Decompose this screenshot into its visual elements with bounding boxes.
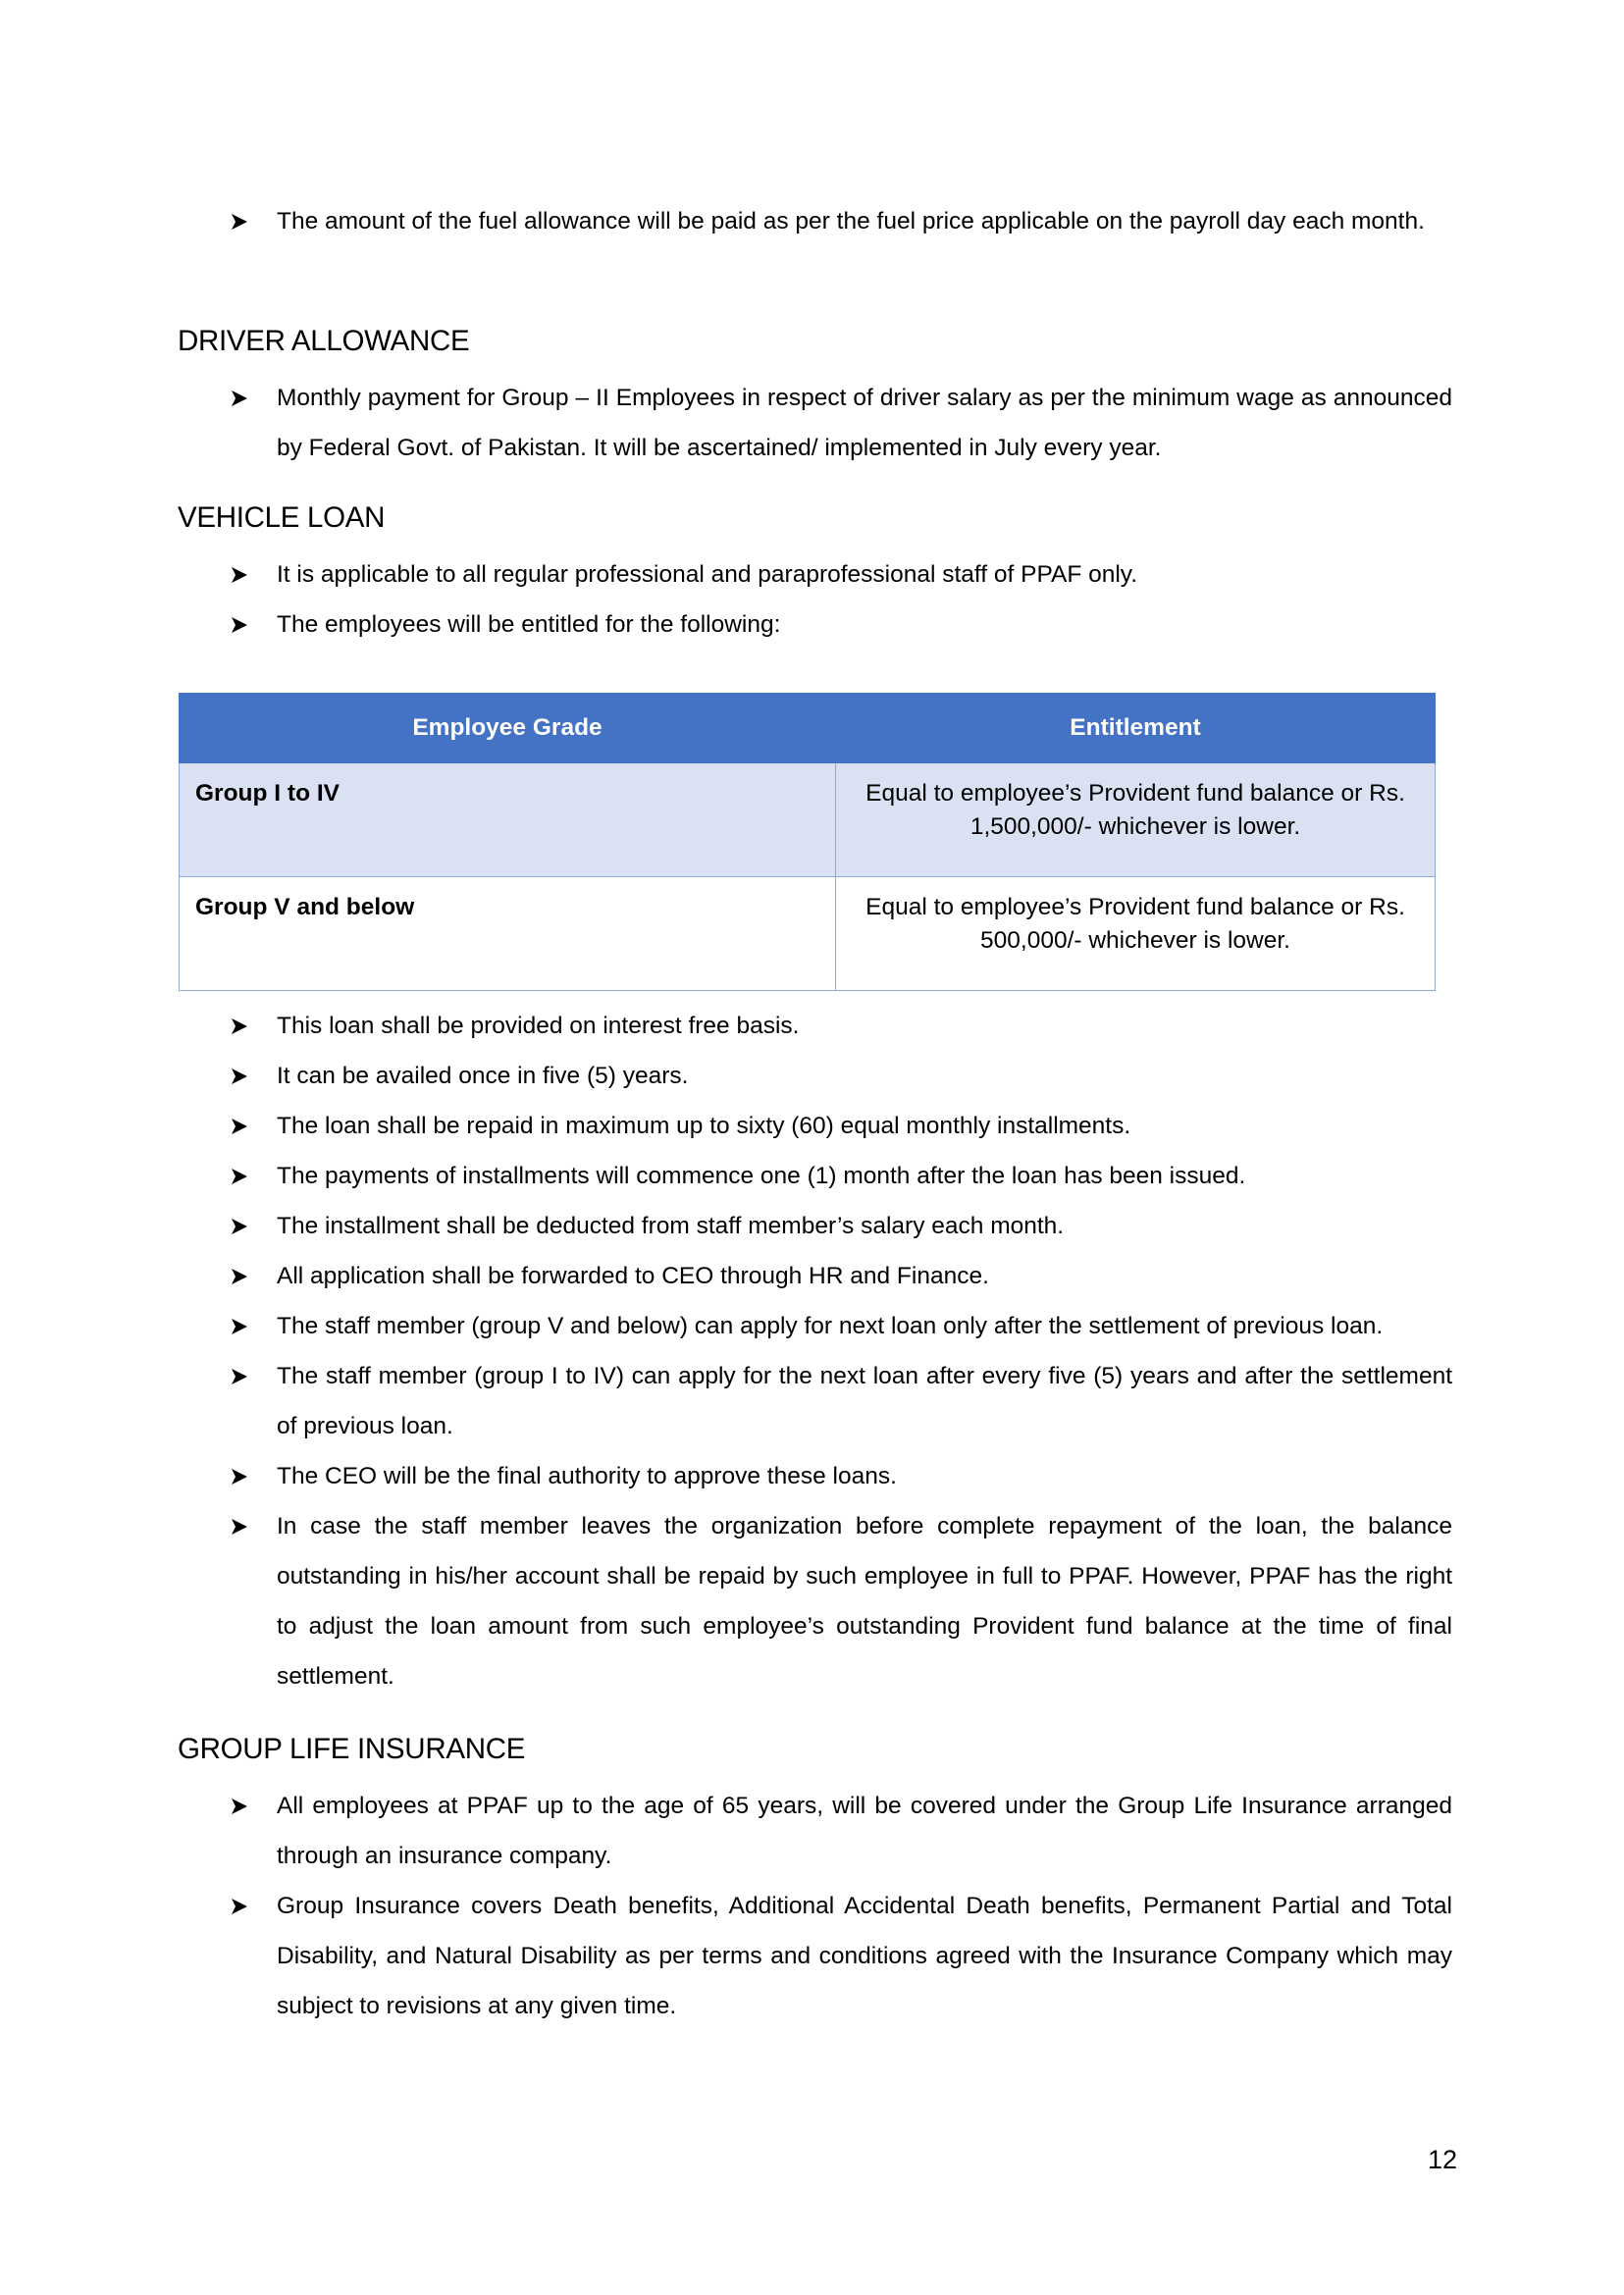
- column-header-employee-grade: Employee Grade: [180, 694, 836, 763]
- arrow-bullet-icon: [230, 196, 253, 246]
- bullet-item: [277, 549, 1452, 600]
- entitlement-table: [179, 693, 1436, 991]
- bullet-item: [277, 1001, 1452, 1051]
- bullet-item: [277, 1351, 1452, 1451]
- bullet-item: [277, 196, 1452, 246]
- arrow-bullet-icon: [230, 1251, 253, 1301]
- section-heading-group-life-insurance: GROUP LIFE INSURANCE: [178, 1733, 526, 1765]
- arrow-bullet-icon: [230, 373, 253, 423]
- section-heading-vehicle-loan: VEHICLE LOAN: [178, 501, 386, 534]
- employee-grade-cell: Group V and below: [180, 877, 836, 991]
- bullet-text: This loan shall be provided on interest free basis.: [277, 1013, 800, 1039]
- arrow-bullet-icon: [230, 1051, 253, 1101]
- bullet-item: [277, 600, 1452, 650]
- bullet-text: The installment shall be deducted from staff member’s salary each month.: [277, 1213, 1065, 1239]
- bullet-item: [277, 1151, 1452, 1201]
- bullet-text: All employees at PPAF up to the age of 65 years, will be covered under the Group Life Insurance arranged through an insurance company.: [277, 1793, 1452, 1869]
- table-row: [180, 877, 1436, 991]
- bullet-text: The employees will be entitled for the following:: [277, 611, 781, 638]
- bullet-item: [277, 1101, 1452, 1151]
- employee-grade-cell: Group I to IV: [180, 763, 836, 877]
- column-header-entitlement: Entitlement: [836, 694, 1436, 763]
- bullet-item: [277, 1051, 1452, 1101]
- bullet-text: In case the staff member leaves the organization before complete repayment of the loan, the balance outstanding in his/her account shall be repaid by such employee in full to PPAF. However, PPAF has the right to adjust the loan amount from such employee’s outstanding Provident fund balance at the time of final settlement.: [277, 1513, 1452, 1690]
- entitlement-cell: Equal to employee’s Provident fund balance or Rs. 500,000/- whichever is lower.: [836, 877, 1436, 991]
- arrow-bullet-icon: [230, 600, 253, 650]
- bullet-text: The loan shall be repaid in maximum up to sixty (60) equal monthly installments.: [277, 1113, 1131, 1139]
- arrow-bullet-icon: [230, 1101, 253, 1151]
- bullet-text: It can be availed once in five (5) years.: [277, 1063, 689, 1089]
- arrow-bullet-icon: [230, 1351, 253, 1401]
- arrow-bullet-icon: [230, 1201, 253, 1251]
- bullet-text: The staff member (group I to IV) can apply for the next loan after every five (5) years and after the settlement of previous loan.: [277, 1363, 1452, 1439]
- bullet-item: [277, 1251, 1452, 1301]
- arrow-bullet-icon: [230, 1881, 253, 1931]
- arrow-bullet-icon: [230, 1301, 253, 1351]
- arrow-bullet-icon: [230, 1451, 253, 1501]
- entitlement-cell: Equal to employee’s Provident fund balance or Rs. 1,500,000/- whichever is lower.: [836, 763, 1436, 877]
- arrow-bullet-icon: [230, 1151, 253, 1201]
- arrow-bullet-icon: [230, 549, 253, 600]
- table-row: [180, 763, 1436, 877]
- page-number: 12: [1427, 2145, 1457, 2174]
- bullet-text: It is applicable to all regular professional and paraprofessional staff of PPAF only.: [277, 561, 1138, 588]
- bullet-item: [277, 1201, 1452, 1251]
- bullet-item: [277, 373, 1452, 473]
- bullet-item: [277, 1781, 1452, 1881]
- bullet-text: All application shall be forwarded to CEO through HR and Finance.: [277, 1263, 989, 1289]
- bullet-item: [277, 1451, 1452, 1501]
- bullet-item: [277, 1881, 1452, 2031]
- bullet-text: Monthly payment for Group – II Employees in respect of driver salary as per the minimum wage as announced by Federal Govt. of Pakistan. It will be ascertained/ implemented in July every year.: [277, 385, 1452, 461]
- bullet-text: The CEO will be the final authority to approve these loans.: [277, 1463, 897, 1489]
- bullet-text: The amount of the fuel allowance will be paid as per the fuel price applicable on the payroll day each month.: [277, 208, 1425, 235]
- arrow-bullet-icon: [230, 1501, 253, 1551]
- bullet-text: Group Insurance covers Death benefits, Additional Accidental Death benefits, Permanent Partial and Total Disability, and Natural Disability as per terms and conditions agreed with the Insurance Company which may subject to revisions at any given time.: [277, 1893, 1452, 2019]
- bullet-text: The payments of installments will commence one (1) month after the loan has been issued.: [277, 1163, 1246, 1189]
- arrow-bullet-icon: [230, 1781, 253, 1831]
- bullet-text: The staff member (group V and below) can apply for next loan only after the settlement of previous loan.: [277, 1313, 1384, 1339]
- bullet-item: [277, 1301, 1452, 1351]
- section-heading-driver-allowance: DRIVER ALLOWANCE: [178, 325, 470, 357]
- table-header-row: [180, 694, 1436, 763]
- bullet-item: [277, 1501, 1452, 1701]
- arrow-bullet-icon: [230, 1001, 253, 1051]
